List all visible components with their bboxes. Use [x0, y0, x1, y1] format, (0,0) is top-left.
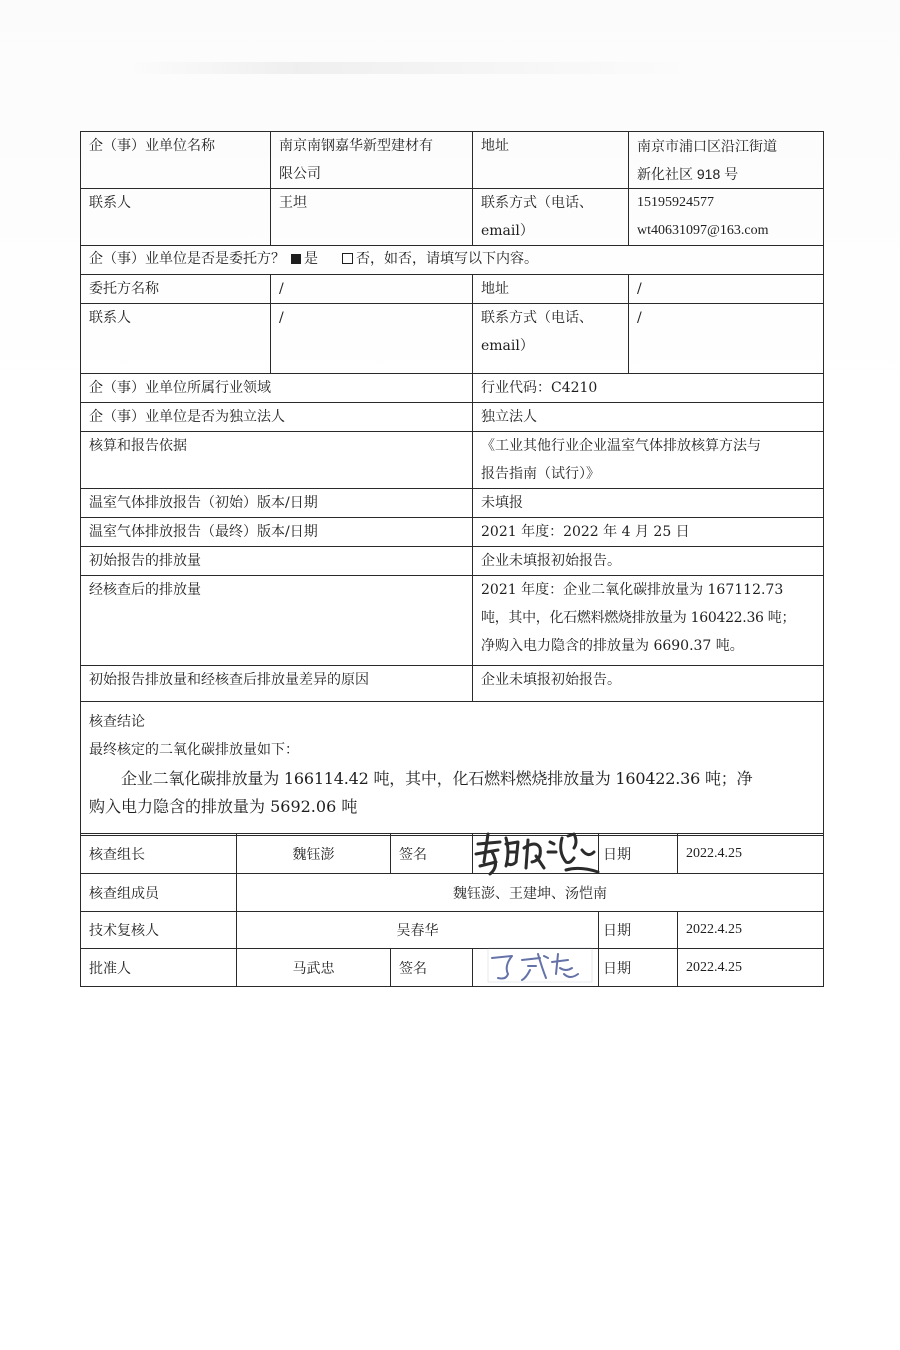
contact-label: 联系人 [81, 189, 271, 246]
contact-row [81, 189, 824, 246]
leader-sign-label: 签名 [391, 834, 473, 874]
difference-value: 企业未填报初始报告。 [473, 666, 824, 702]
company-address-label: 地址 [473, 132, 629, 189]
members-row [81, 874, 824, 912]
reviewer-row [81, 912, 824, 949]
initial-version-value: 未填报 [473, 489, 824, 518]
approver-label: 批准人 [81, 949, 237, 987]
leader-signature-cell [473, 834, 599, 874]
members-label: 核查组成员 [81, 874, 237, 912]
client-method-label: 联系方式（电话、 email） [473, 304, 629, 374]
difference-label: 初始报告排放量和经核查后排放量差异的原因 [81, 666, 473, 702]
client-contact-value: / [271, 304, 473, 374]
reviewer-date-label: 日期 [599, 912, 678, 949]
approver-signature-cell [473, 949, 599, 987]
client-name-value: / [271, 275, 473, 304]
client-contact-label: 联系人 [81, 304, 271, 374]
legal-value: 独立法人 [473, 403, 824, 432]
conclusion-subtitle: 最终核定的二氧化碳排放量如下： [89, 742, 299, 758]
verified-emission-row [81, 576, 824, 666]
approver-name: 马武忠 [237, 949, 391, 987]
basis-row [81, 432, 824, 489]
final-version-row [81, 518, 824, 547]
initial-version-label: 温室气体排放报告（初始）版本/日期 [81, 489, 473, 518]
legal-label: 企（事）业单位是否为独立法人 [81, 403, 473, 432]
verified-emission-value: 2021 年度：企业二氧化碳排放量为 167112.73 吨，其中，化石燃料燃烧排放量为 160422.36 吨； 净购入电力隐含的排放量为 6690.37 吨。 [473, 576, 824, 666]
company-address-value: 南京市浦口区沿江街道 新化社区 918 号 [629, 132, 824, 189]
approver-row [81, 949, 824, 987]
initial-version-row [81, 489, 824, 518]
legal-row [81, 403, 824, 432]
initial-emission-value: 企业未填报初始报告。 [473, 547, 824, 576]
no-checkbox-empty [342, 253, 353, 264]
verified-emission-label: 经核查后的排放量 [81, 576, 473, 666]
leader-date: 2022.4.25 [678, 834, 824, 874]
scan-artifact [130, 62, 690, 74]
yes-checkbox-checked [291, 254, 301, 264]
leader-name: 魏钰澎 [237, 834, 391, 874]
approver-sign-label: 签名 [391, 949, 473, 987]
leader-date-label: 日期 [599, 834, 678, 874]
company-name-label: 企（事）业单位名称 [81, 132, 271, 189]
contact-method-label: 联系方式（电话、 email） [473, 189, 629, 246]
leader-label: 核查组长 [81, 834, 237, 874]
client-address-label: 地址 [473, 275, 629, 304]
conclusion-body-line1: 企业二氧化碳排放量为 166114.42 吨，其中，化石燃料燃烧排放量为 160422.36 吨；净 [121, 769, 753, 788]
client-name-label: 委托方名称 [81, 275, 271, 304]
basis-value: 《工业其他行业企业温室气体排放核算方法与 报告指南（试行）》 [473, 432, 824, 489]
company-name-value: 南京南钢嘉华新型建材有 限公司 [271, 132, 473, 189]
company-row [81, 132, 824, 189]
contact-value: 王坦 [271, 189, 473, 246]
entrusted-question: 企（事）业单位是否是委托方？ 是 否，如否，请填写以下内容。 [81, 246, 824, 275]
initial-emission-label: 初始报告的排放量 [81, 547, 473, 576]
basis-label: 核算和报告依据 [81, 432, 473, 489]
reviewer-name: 吴春华 [237, 912, 599, 949]
conclusion-body-line2: 购入电力隐含的排放量为 5692.06 吨 [89, 797, 358, 816]
initial-emission-row [81, 547, 824, 576]
client-method-value: / [629, 304, 824, 374]
reviewer-label: 技术复核人 [81, 912, 237, 949]
industry-row [81, 374, 824, 403]
client-address-value: / [629, 275, 824, 304]
final-version-value: 2021 年度：2022 年 4 月 25 日 [473, 518, 824, 547]
conclusion-row [81, 702, 824, 836]
signature-table [80, 833, 824, 987]
verification-info-table [80, 131, 824, 836]
difference-row [81, 666, 824, 702]
reviewer-date: 2022.4.25 [678, 912, 824, 949]
final-version-label: 温室气体排放报告（最终）版本/日期 [81, 518, 473, 547]
entrusted-question-row [81, 246, 824, 275]
client-contact-row [81, 304, 824, 374]
conclusion-section [81, 702, 824, 836]
members-value: 魏钰澎、王建坤、汤恺南 [237, 874, 824, 912]
contact-method-value: 15195924577 wt40631097@163.com [629, 189, 824, 246]
industry-label: 企（事）业单位所属行业领域 [81, 374, 473, 403]
approver-date-label: 日期 [599, 949, 678, 987]
conclusion-title: 核查结论 [89, 714, 145, 730]
approver-date: 2022.4.25 [678, 949, 824, 987]
leader-row [81, 834, 824, 874]
client-name-row [81, 275, 824, 304]
industry-value: 行业代码：C4210 [473, 374, 824, 403]
